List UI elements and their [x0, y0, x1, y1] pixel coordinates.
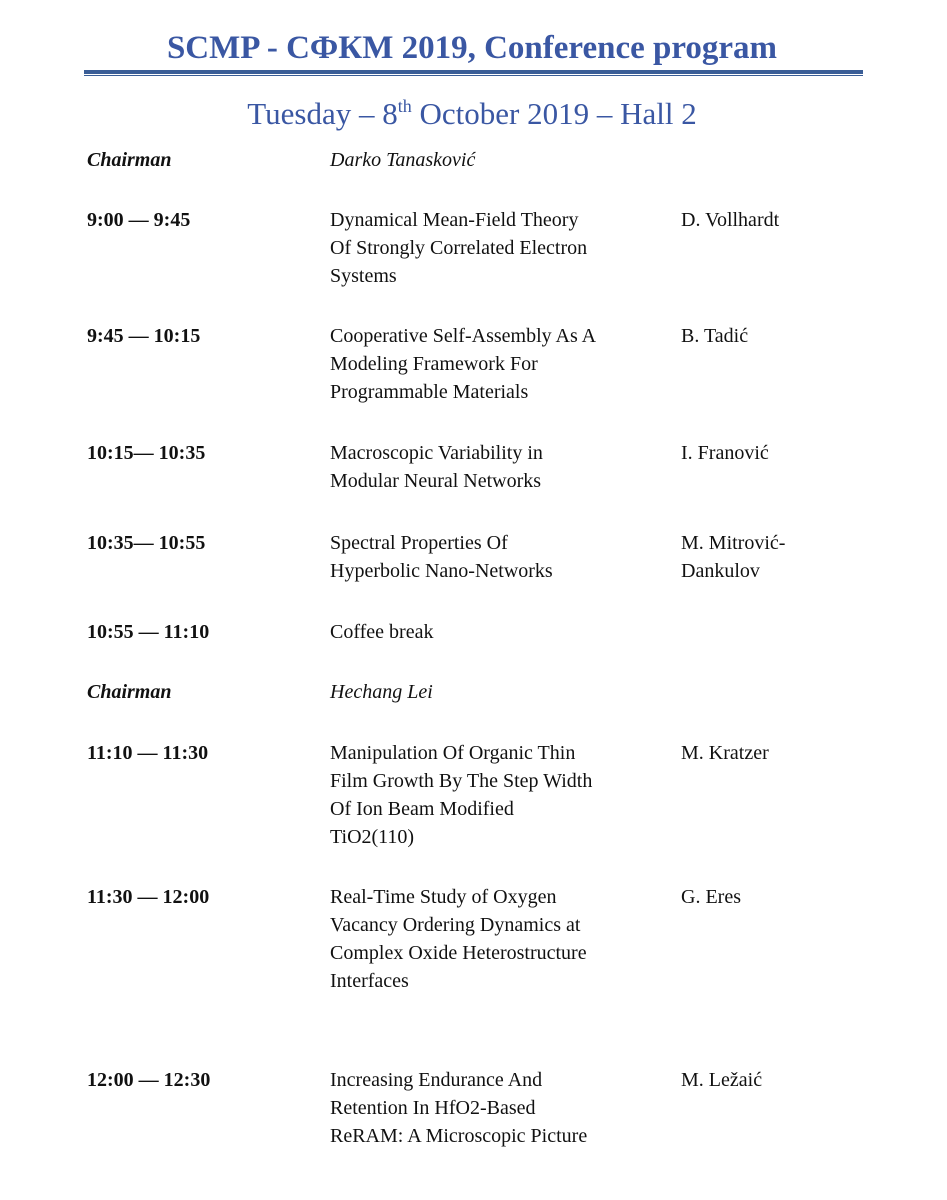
session-time: 11:30 — 12:00: [87, 886, 210, 908]
speaker-name: G. Eres: [681, 886, 741, 908]
talk-title: Dynamical Mean-Field Theory Of Strongly Correlated Electron Systems: [330, 209, 588, 287]
chairman-name: Hechang Lei: [330, 681, 433, 703]
chairman-label: Chairman: [87, 149, 172, 171]
header-rule-thin: [84, 75, 863, 76]
session-time: 9:00 — 9:45: [87, 209, 191, 231]
talk-title: Manipulation Of Organic Thin Film Growth By The Step Width Of Ion Beam Modified TiO2(110): [330, 742, 593, 848]
speaker-name: M. Mitrović- Dankulov: [681, 532, 786, 582]
chairman-name: Darko Tanasković: [330, 149, 476, 171]
day-heading: [82, 94, 862, 134]
day-heading-superscript: th: [397, 96, 412, 116]
day-heading-suffix: October 2019 – Hall 2: [411, 96, 697, 131]
session-time: 9:45 — 10:15: [87, 325, 201, 347]
page-title: SCMP - СФКМ 2019, Conference program: [166, 30, 778, 66]
session-time: 10:15— 10:35: [87, 442, 206, 464]
session-time: 10:55 — 11:10: [87, 621, 210, 643]
speaker-name: M. Kratzer: [681, 742, 769, 764]
speaker-name: B. Tadić: [681, 325, 749, 347]
talk-title: Spectral Properties Of Hyperbolic Nano-Networks: [330, 532, 553, 582]
talk-title: Macroscopic Variability in Modular Neural Networks: [330, 442, 543, 492]
speaker-name: D. Vollhardt: [681, 209, 780, 231]
session-time: 12:00 — 12:30: [87, 1069, 211, 1091]
talk-title: Cooperative Self-Assembly As A Modeling Framework For Programmable Materials: [330, 325, 597, 403]
header-rule-thick: [84, 70, 863, 74]
chairman-label: Chairman: [87, 681, 172, 703]
speaker-name: I. Franović: [681, 442, 769, 464]
speaker-name: M. Ležaić: [681, 1069, 763, 1091]
day-heading-prefix: Tuesday – 8: [247, 96, 398, 131]
session-time: 11:10 — 11:30: [87, 742, 209, 764]
break-label: Coffee break: [330, 621, 434, 643]
talk-title: Real-Time Study of Oxygen Vacancy Ordering Dynamics at Complex Oxide Heterostructure Interfaces: [330, 886, 587, 992]
session-time: 10:35— 10:55: [87, 532, 206, 554]
talk-title: Increasing Endurance And Retention In HfO2-Based ReRAM: A Microscopic Picture: [330, 1069, 588, 1147]
